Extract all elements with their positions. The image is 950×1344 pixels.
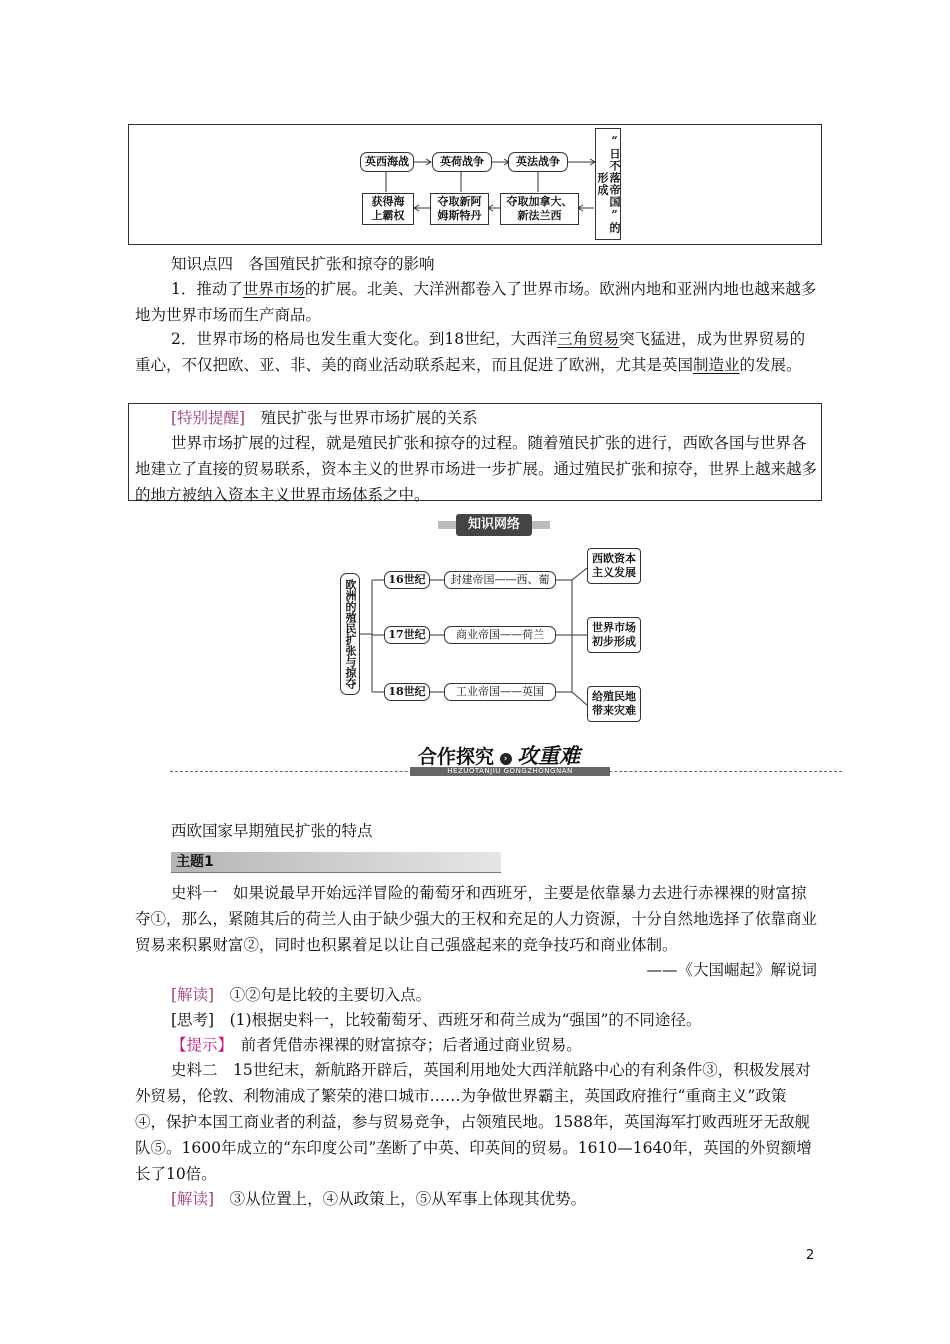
reminder-tag: [特别提醒] <box>171 409 246 427</box>
kp4-p2-u1: 三角贸易 <box>557 330 620 348</box>
network-century-17: 17世纪 <box>384 626 430 644</box>
kp4-p2-c: 的发展。 <box>739 356 802 374</box>
kp4-p1-b: 的扩展。北美、大洋洲都卷入了世界市场。欧洲内地和亚洲内地也越来越多地为世界市场而生产商品。 <box>135 280 817 324</box>
interpretation-2 <box>171 1186 811 1212</box>
reminder-body: 世界市场扩展的过程，就是殖民扩张和掠夺的过程。随着殖民扩张的进行，西欧各国与世界各地建立了直接的贸易联系，资本主义的世界市场进一步扩展。通过殖民扩张和掠夺，世界上越来越多的地方被纳入资本主义世界市场体系之中。 <box>135 434 818 504</box>
source-2: 史料二 15世纪末，新航路开辟后，英国利用地处大西洋航路中心的有利条件③，积极发展对外贸易，伦敦、利物浦成了繁荣的港口城市……为争做世界霸主，英国政府推行“重商主义”政策④，保护本国工商业者的利益，参与贸易竞争，占领殖民地。1588年，英国海军打败西班牙无敌舰队⑤。1600年成立的“东印度公司”垄断了中英、印英间的贸易。1610—1640年，英国的外贸额增长了10倍。 <box>135 1061 812 1183</box>
section-arrow-icon: › <box>500 753 512 765</box>
flow-bottom-3: 夺取加拿大、新法兰西 <box>500 193 579 225</box>
think-1-text: (1)根据史料一，比较葡萄牙、西班牙和荷兰成为“强国”的不同途径。 <box>229 1011 702 1029</box>
source-1-citation: ——《大国崛起》解说词 <box>646 961 817 979</box>
flow-top-1: 英西海战 <box>360 152 414 172</box>
interpretation-2-tag: [解读] <box>171 1190 215 1208</box>
section-title-a: 合作探究 <box>418 746 495 768</box>
network-header <box>438 514 550 536</box>
flow-bottom-1: 获得海上霸权 <box>362 193 414 225</box>
topic-label-bar <box>171 852 501 873</box>
network-result-3: 给殖民地带来灾难 <box>587 686 641 722</box>
flow-vertical: “日不落帝国”的形成 <box>595 128 621 240</box>
reminder-title: 殖民扩张与世界市场扩展的关系 <box>260 409 478 427</box>
flow-bottom-2: 夺取新阿姆斯特丹 <box>430 193 489 225</box>
kp4-p1-u: 世界市场 <box>242 280 305 298</box>
think-1 <box>171 1007 811 1033</box>
kp4-title: 知识点四 各国殖民扩张和掠夺的影响 <box>171 255 435 273</box>
kp4-p2-u2: 制造业 <box>693 356 740 374</box>
network-header-label: 知识网络 <box>456 514 532 536</box>
hint-1-text: 前者凭借赤裸裸的财富掠夺；后者通过商业贸易。 <box>240 1036 582 1054</box>
hint-1-tag: 【提示】 <box>171 1036 226 1054</box>
flow-top-2: 英荷战争 <box>432 152 492 172</box>
flow-top-3: 英法战争 <box>508 152 568 172</box>
section-title-b: 攻重难 <box>517 744 581 768</box>
network-empire-3: 工业帝国——英国 <box>444 683 556 701</box>
topic-heading: 西欧国家早期殖民扩张的特点 <box>171 822 373 840</box>
section-banner <box>170 738 842 778</box>
kp4-p2-b: 突飞猛进，成为世界贸易的重心，不仅把欧、亚、非、美的商业活动联系起来，而且促进了欧洲，尤其是英国 <box>135 330 806 374</box>
network-century-18: 18世纪 <box>384 683 430 701</box>
interpretation-1-tag: [解读] <box>171 986 215 1004</box>
page-number: 2 <box>806 1248 815 1263</box>
network-empire-2: 商业帝国——荷兰 <box>444 626 556 644</box>
network-result-1: 西欧资本主义发展 <box>587 548 641 584</box>
network-century-16: 16世纪 <box>384 571 430 589</box>
topic-label: 主题1 <box>176 854 214 870</box>
interpretation-1-text: ①②句是比较的主要切入点。 <box>229 986 432 1004</box>
think-1-tag: [思考] <box>171 1011 215 1029</box>
kp4-p2 <box>135 326 817 378</box>
network-empire-1: 封建帝国——西、葡 <box>444 571 556 589</box>
hint-1 <box>171 1032 811 1058</box>
network-result-2: 世界市场初步形成 <box>587 617 641 653</box>
kp4-p1-a: 1．推动了 <box>171 280 243 298</box>
interpretation-1 <box>171 982 811 1008</box>
kp4-p1 <box>135 276 817 328</box>
network-left: 欧洲的殖民扩张与掠夺 <box>340 573 360 695</box>
kp4-p2-a: 2．世界市场的格局也发生重大变化。到18世纪，大西洋 <box>171 330 558 348</box>
flowchart-connectors <box>128 124 822 245</box>
section-title <box>418 740 580 766</box>
source-1: 史料一 如果说最早开始远洋冒险的葡萄牙和西班牙，主要是依靠暴力去进行赤裸裸的财富掠夺①，那么，紧随其后的荷兰人由于缺少强大的王权和充足的人力资源，十分自然地选择了依靠商业贸易来积累财富②，同时也积累着足以让自己强盛起来的竞争技巧和商业体制。 <box>135 884 818 954</box>
interpretation-2-text: ③从位置上，④从政策上，⑤从军事上体现其优势。 <box>229 1190 587 1208</box>
reminder-heading <box>171 405 811 431</box>
section-pinyin: HEZUOTANJIU GONGZHONGNAN <box>447 767 573 775</box>
